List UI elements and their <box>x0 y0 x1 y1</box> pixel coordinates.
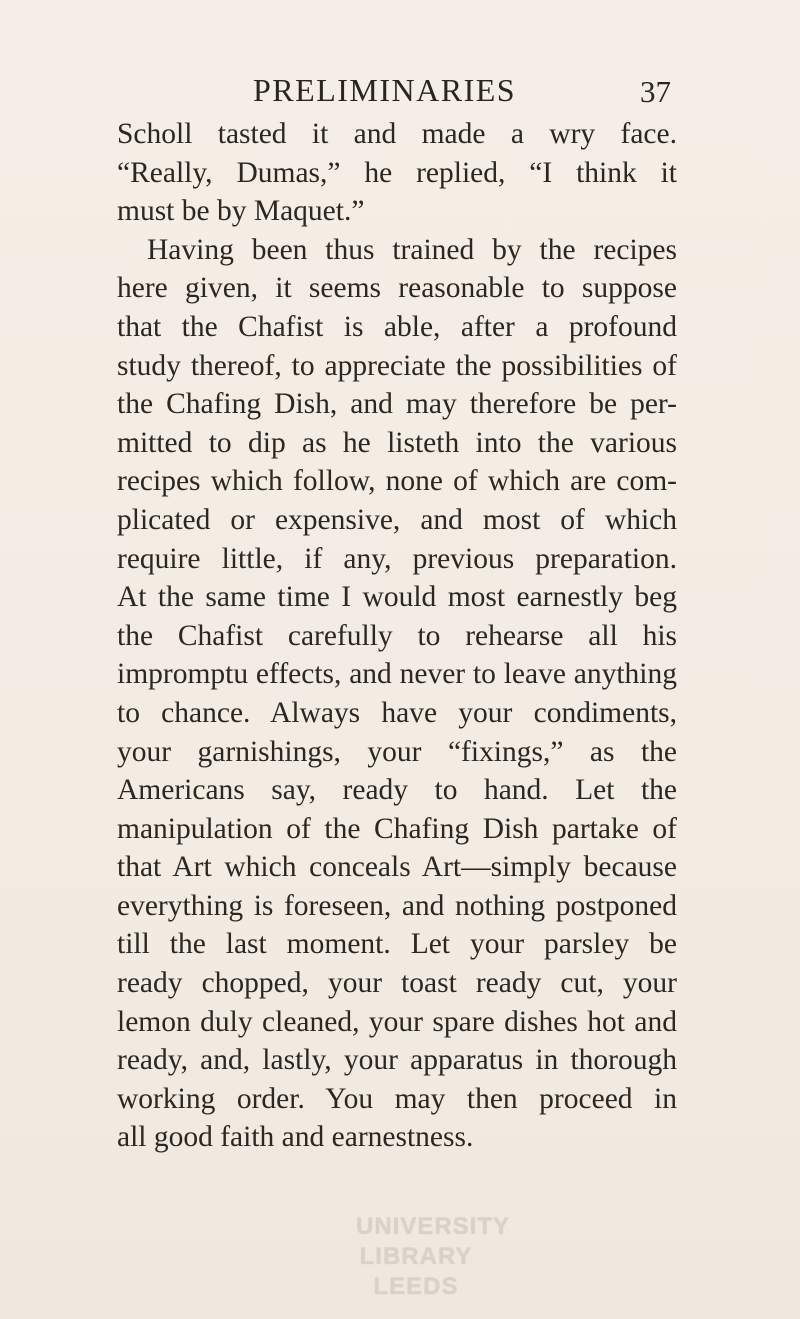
text-line: recipes which follow, none of which are com- <box>117 465 677 498</box>
body-text <box>117 115 677 1157</box>
text-line: all good faith and earnestness. <box>117 1121 474 1154</box>
text-line: study thereof, to appreciate the possibilities of <box>117 349 677 382</box>
text-line: till the last moment. Let your parsley be <box>117 928 677 961</box>
text-line: the Chafing Dish, and may therefore be per- <box>117 388 677 421</box>
text-line: everything is foreseen, and nothing postponed <box>117 889 677 922</box>
library-stamp <box>356 1212 511 1302</box>
text-line: Having been thus trained by the recipes <box>147 233 677 266</box>
text-line: must be by Maquet.” <box>117 195 365 228</box>
text-line: require little, if any, previous preparation. <box>117 542 677 575</box>
chapter-title: PRELIMINARIES <box>253 72 517 108</box>
text-line: impromptu effects, and never to leave anything <box>117 658 677 691</box>
text-line: Americans say, ready to hand. Let the <box>117 774 677 807</box>
text-line: “Really, Dumas,” he replied, “I think it <box>117 156 677 189</box>
stamp-line-leeds: LEEDS <box>373 1273 459 1300</box>
text-line: At the same time I would most earnestly beg <box>117 581 677 614</box>
text-line: your garnishings, your “fixings,” as the <box>117 735 677 768</box>
text-line: that the Chafist is able, after a profound <box>117 310 677 343</box>
text-line: manipulation of the Chafing Dish partake of <box>117 812 677 845</box>
text-line: lemon duly cleaned, your spare dishes hot and <box>117 1005 677 1038</box>
text-line: ready chopped, your toast ready cut, your <box>117 967 677 1000</box>
text-line: ready, and, lastly, your apparatus in thorough <box>117 1044 677 1077</box>
text-line: mitted to dip as he listeth into the various <box>117 426 677 459</box>
text-line: the Chafist carefully to rehearse all his <box>117 619 677 652</box>
page-number: 37 <box>640 74 671 109</box>
stamp-line-library: LIBRARY <box>359 1243 473 1270</box>
text-line: Scholl tasted it and made a wry face. <box>117 118 677 150</box>
stamp-line-university: UNIVERSITY <box>356 1213 511 1240</box>
text-line: working order. You may then proceed in <box>117 1082 677 1115</box>
running-head <box>0 72 800 116</box>
text-line: here given, it seems reasonable to suppose <box>117 272 677 305</box>
text-line: to chance. Always have your condiments, <box>117 696 677 729</box>
text-line: plicated or expensive, and most of which <box>117 503 677 536</box>
text-line: that Art which conceals Art—simply because <box>117 851 677 884</box>
